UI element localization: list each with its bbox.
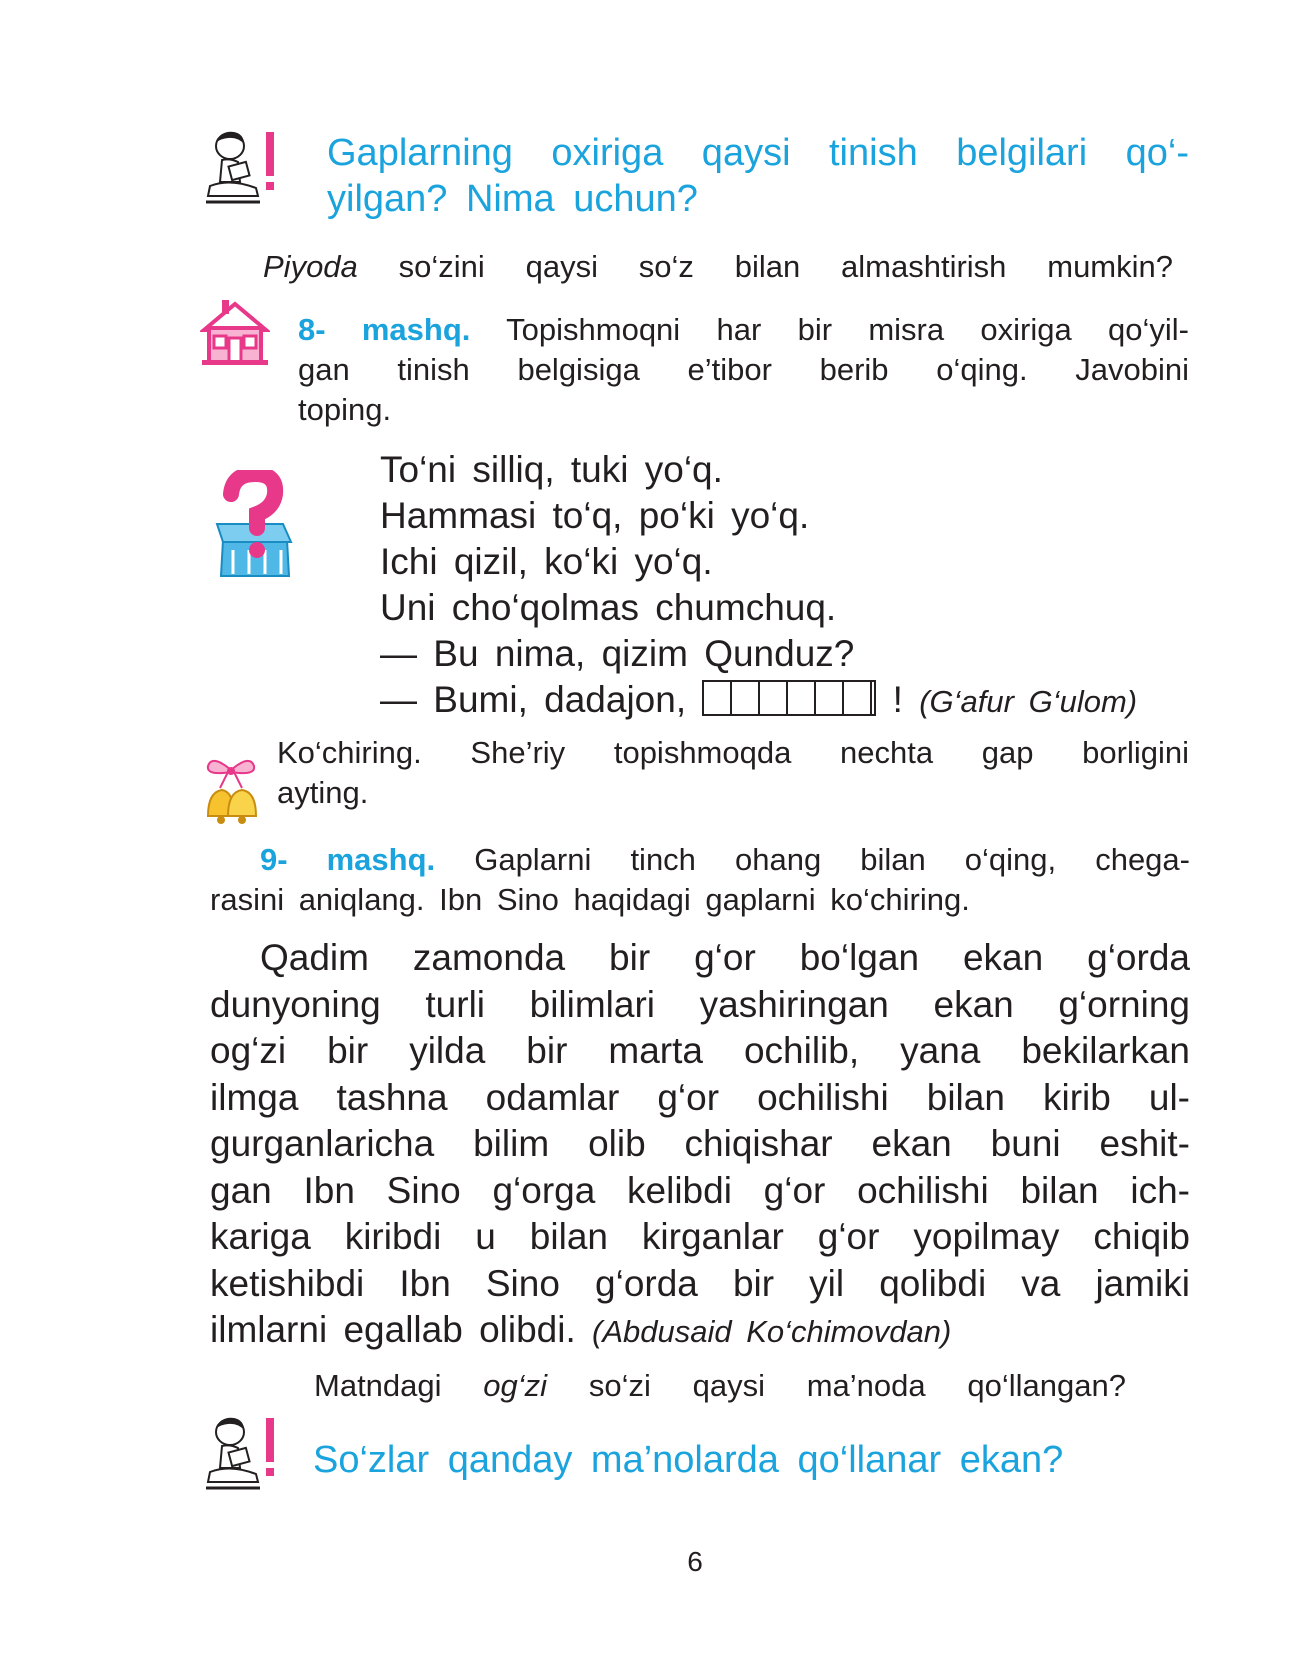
emphasized-word: Piyoda <box>263 249 358 284</box>
poem-line: — Bu nima, qizim Qunduz? <box>380 633 855 674</box>
question-chest-icon <box>203 470 295 580</box>
bells-bow-icon <box>202 750 260 826</box>
poem-attribution: (G‘afur G‘ulom) <box>919 684 1138 719</box>
story-attribution: (Abdusaid Ko‘chimovdan) <box>592 1314 952 1349</box>
heading-line: So‘zlar qanday ma’nolarda qo‘llanar ekan? <box>313 1439 1064 1481</box>
question-text <box>263 247 1173 287</box>
copy-task <box>277 733 1189 813</box>
instruction-text: rasini aniqlang. Ibn Sino haqidagi gaplarni ko‘chiring. <box>210 882 970 917</box>
instruction-text: gan tinish belgisiga e’tibor berib o‘qing. Javobini <box>298 352 1189 387</box>
poem-line: Hammasi to‘q, po‘ki yo‘q. <box>380 495 810 536</box>
exercise-9-instructions <box>210 840 1190 920</box>
task-line: Ko‘chiring. She’riy topishmoqda nechta gap borligini <box>277 735 1189 770</box>
question-rest: so‘zini qaysi so‘z bilan almashtirish mumkin? <box>357 249 1173 284</box>
answer-letter-boxes <box>702 680 876 716</box>
question-pre: Matndagi <box>314 1368 484 1403</box>
question-text <box>314 1366 1126 1406</box>
task-line: ayting. <box>277 775 369 810</box>
poem-line-start: — Bumi, dadajon, <box>380 679 703 720</box>
exercise-8-instructions <box>298 310 1189 430</box>
story-line: ketishibdi Ibn Sino g‘orda bir yil qolibdi va jamiki <box>210 1262 1190 1304</box>
riddle-poem <box>380 447 1137 725</box>
section-heading <box>327 130 1189 222</box>
section-heading <box>313 1437 1189 1483</box>
poem-line: Ichi qizil, ko‘ki yo‘q. <box>380 541 713 582</box>
instruction-text: Topishmoqni har bir misra oxiriga qo‘yil- <box>470 312 1189 347</box>
story-line: gan Ibn Sino g‘orga kelibdi g‘or ochilishi bilan ich- <box>210 1169 1190 1211</box>
reading-boy-exclamation-icon <box>200 1410 280 1496</box>
poem-line-answer <box>380 677 1137 725</box>
heading-line: yilgan? Nima uchun? <box>327 178 698 220</box>
emphasized-word: og‘zi <box>483 1368 548 1403</box>
poem-line: To‘ni silliq, tuki yo‘q. <box>380 449 723 490</box>
story-line: og‘zi bir yilda bir marta ochilib, yana bekilarkan <box>210 1030 1190 1071</box>
story-line: ilmga tashna odamlar g‘or ochilishi bilan kirib ul- <box>210 1076 1190 1118</box>
story-line: gurganlaricha bilim olib chiqishar ekan buni eshit- <box>210 1123 1190 1164</box>
poem-line-end: ! <box>876 679 920 720</box>
story-line: ilmlarni egallab olibdi. <box>210 1309 593 1350</box>
story-line: Qadim zamonda bir g‘or bo‘lgan ekan g‘orda <box>260 937 1190 978</box>
exercise-label: 9- mashq. <box>260 842 436 877</box>
poem-line: Uni cho‘qolmas chumchuq. <box>380 587 837 628</box>
heading-line: Gaplarning oxiriga qaysi tinish belgilari qo‘- <box>327 132 1189 174</box>
page-number: 6 <box>687 1546 703 1577</box>
instruction-text: toping. <box>298 392 392 427</box>
house-icon <box>200 298 270 366</box>
story-line: dunyoning turli bilimlari yashiringan ekan g‘orning <box>210 983 1190 1025</box>
story-line: kariga kiribdi u bilan kirganlar g‘or yopilmay chiqib <box>210 1216 1190 1257</box>
story-paragraph <box>210 935 1190 1356</box>
question-rest: so‘zi qaysi ma’noda qo‘llangan? <box>547 1368 1126 1403</box>
reading-boy-exclamation-icon <box>200 124 280 210</box>
exercise-label: 8- mashq. <box>298 312 471 347</box>
instruction-text: Gaplarni tinch ohang bilan o‘qing, chega- <box>435 842 1190 877</box>
